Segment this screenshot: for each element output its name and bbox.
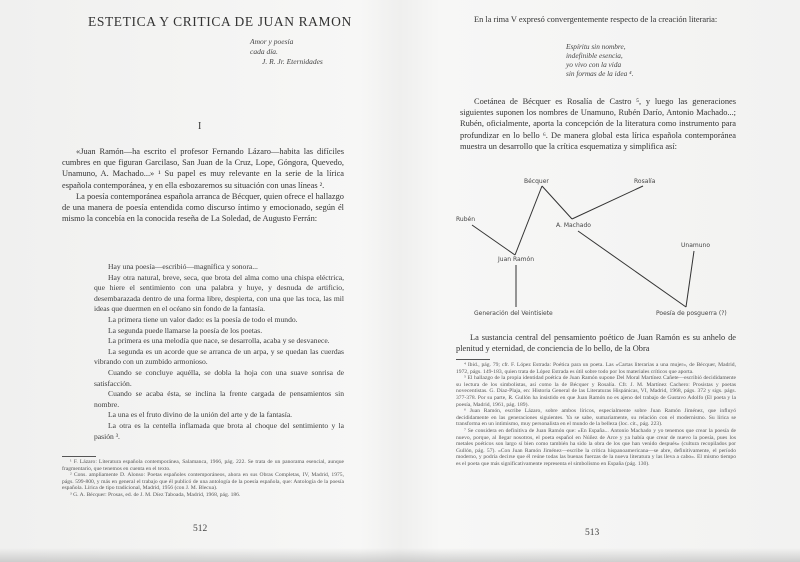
node-juan-ramon: Juan Ramón bbox=[498, 256, 534, 263]
node-posguerra: Poesía de posguerra (?) bbox=[656, 310, 727, 317]
quote-paragraph: La otra es la centella inflamada que brota al choque del sentimiento y la pasión ³. bbox=[94, 420, 344, 441]
paragraph: En la rima V expresó convergentemente respecto de la creación literaria: bbox=[474, 15, 718, 24]
verse-line: sin formas de la idea ⁴. bbox=[566, 69, 634, 78]
edge-ruben-juan_ramon bbox=[472, 225, 515, 255]
verse-line: yo vivo con la vida bbox=[566, 60, 622, 69]
verse-line: indefinible esencia, bbox=[566, 51, 623, 60]
paragraph: «Juan Ramón—ha escrito el profesor Fernando Lázaro—habita las difíciles cumbres en que figuran Garcilaso, San Juan de la Cruz, Lope, Góngora, Quevedo, Unamuno, A. Machado...» ¹ Su papel es muy relevante en la serie de la lírica española contemporánea, y en ella esbozaremos su situación con unas líneas ². bbox=[62, 147, 344, 190]
chapter-title: ESTETICA Y CRITICA DE JUAN RAMON bbox=[88, 14, 352, 29]
footnotes bbox=[456, 362, 736, 468]
footnote: ³ G. A. Bécquer: Prosas, ed. de J. M. Díez Taboada, Madrid, 1968, pág. 186. bbox=[70, 491, 241, 498]
quote-paragraph: La una es el fruto divino de la unión del arte y de la fantasía. bbox=[108, 410, 293, 420]
footnote: ⁷ Se considera en definitiva de Juan Ramón que: «En España... Antonio Machado y yo tenemos que crear la poesía de nuevo, porque, al llegar nosotros, el poeta español en Núñez de Arce y ya había que crear de nuevo la poesía, pues los metales poéticos son largo sí bien como también ha sido la obra de los que han venido después» (cultura recopilados por Gullón, pág. 57). «Con Juan Ramón Jiménez—escribe la crítica hispanoamericana—se abre, definitivamente, el período moderno, y podría decirse que él reúne todas las buenas fuerzas de la nueva literatura y las lleva a cabo». El mismo tiempo es el poeta que más significativamente representa el simbolismo en España (pág. 130). bbox=[456, 427, 736, 467]
footnote-rule bbox=[456, 359, 490, 360]
epigraph-line: Amor y poesía bbox=[250, 37, 294, 46]
epigraph bbox=[250, 37, 323, 67]
quote-paragraph: Cuando se concluye aquélla, se dobla la hoja con una suave sonrisa de satisfacción. bbox=[94, 367, 344, 388]
page-number: 513 bbox=[585, 528, 600, 538]
footnote: ⁶ Juan Ramón, escribe Lázaro, sobre ambos líricos, especialmente sobre Juan Ramón Jiménez, que influyó decididamente en las generaciones siguientes. Ya se sabe, sumariamente, su relación con el modernismo. Su lírica se transforma en un intimismo, muy personalista en el mundo de la belleza (loc. cit., pág. 223). bbox=[456, 408, 736, 428]
edge-machado-posguerra bbox=[578, 231, 686, 307]
paragraph: La sustancia central del pensamiento poético de Juan Ramón es su anhelo de plenitud y eternidad, de conciencia de lo bello, de la Obra bbox=[456, 333, 736, 354]
quote-paragraph: La primera tiene un valor dado: es la poesía de todo el mundo. bbox=[108, 314, 298, 324]
paragraph: La poesía contemporánea española arranca de Bécquer, quien ofrece el hallazgo de una manera de poesía entendida como discurso íntimo y emocionado, según él mismo la concebía en la conocida reseña de La Soledad, de Augusto Ferrán: bbox=[62, 191, 344, 224]
edge-unamuno-posguerra bbox=[686, 251, 694, 307]
node-ruben: Rubén bbox=[456, 216, 476, 223]
footnote-rule bbox=[62, 456, 96, 457]
right-page bbox=[400, 0, 800, 562]
edge-becquer-juan_ramon bbox=[515, 186, 542, 255]
block-quote bbox=[94, 262, 344, 442]
body-text bbox=[62, 146, 344, 224]
node-generacion-27: Generación del Veintisiete bbox=[474, 310, 553, 317]
footnotes bbox=[62, 459, 344, 499]
node-becquer: Bécquer bbox=[524, 178, 549, 185]
quote-paragraph: Hay una poesía—escribió—magnífica y sonora... bbox=[108, 262, 258, 271]
paragraph: Coetánea de Bécquer es Rosalía de Castro ⁵, y luego las generaciones siguientes suponen los nombres de Unamuno, Rubén Darío, Antonio Machado...; Rubén, oficialmente, aporta la concepción de la literatura como instrumento para profundizar en lo bello ⁶. De manera global esta lírica española contemporánea muestra un desarrollo que la crítica esquematiza y simplifica así: bbox=[460, 97, 736, 151]
quote-paragraph: La segunda puede llamarse la poesía de los poetas. bbox=[108, 325, 263, 335]
verse-line: Espíritu sin nombre, bbox=[566, 42, 626, 51]
section-numeral: I bbox=[198, 121, 202, 132]
footnote: ¹ F. Lázaro: Literatura española contemporánea, Salamanca, 1966, pág. 222. Se trata de un panorama esencial, aunque fragmentario, que tenemos en cuenta en el texto. bbox=[62, 459, 344, 472]
quote-paragraph: La segunda es un acorde que se arranca de un arpa, y se quedan las cuerdas vibrando con un zumbido armonioso. bbox=[94, 346, 344, 367]
quote-paragraph: Cuando se acaba ésta, se inclina la frente cargada de pensamientos sin nombre. bbox=[94, 389, 344, 409]
body-text bbox=[460, 96, 736, 152]
lineage-diagram bbox=[400, 175, 800, 325]
epigraph-line: cada día. bbox=[250, 47, 278, 56]
node-rosalia: Rosalía bbox=[634, 178, 656, 185]
quote-paragraph: Hay otra natural, breve, seca, que brota del alma como una chispa eléctrica, que hiere el sentimiento con una palabra y huye, y desnuda de artificio, desembarazada dentro de una forma libre, despierta, con una que las toca, las mil ideas que duermen en el océano sin fondo de la fantasía. bbox=[94, 272, 344, 314]
epigraph-signature: J. R. Jr. Eternidades bbox=[262, 57, 323, 66]
edge-becquer-machado bbox=[542, 186, 572, 219]
node-unamuno: Unamuno bbox=[681, 242, 710, 249]
diagram-edges bbox=[472, 186, 694, 307]
footnote: ² Cons. ampliamente D. Alonso: Poetas españoles contemporáneos, ahora en sus Obras Completas, IV, Madrid, 1975, págs. 599-800, y más en general el trabajo que él publicó de una antología de la poesía española, que: Antología de la poesía española. Lírica de tipo tradicional, Madrid, 1956 (con J. M. Blecua). bbox=[62, 472, 344, 492]
node-machado: A. Machado bbox=[556, 222, 591, 229]
page-shadow bbox=[0, 548, 800, 562]
footnote: ⁵ El hallazgo de la propia identidad poética de Juan Ramón supone Del Moral Martínez Cañete—escribió decididamente su lectura de los simbolistas, así como la de Bécquer y Rosalía. Cfr. J. M. Martínez Cachero: Prosistas y poetas novecentistas. G. Díaz-Plaja, en: Historia General de las Literaturas Hispánicas, VI, Madrid, 1968, págs. 372 y sigs. págs. 377-378. Por su parte, R. Gullón ha insistido en que Juan Ramón no es ajeno del trabajo de Gustavo Adolfo (El poeta y la poesía, Madrid, 1961, pág. 189). bbox=[456, 375, 736, 408]
intro-text bbox=[460, 14, 736, 25]
verse bbox=[566, 42, 633, 78]
footnote: ⁴ Ibid., pág. 79; cfr. F. López Estrada: Poética para un poeta. Las «Cartas literarias a una mujer», de Bécquer, Madrid, 1972, págs. 149-183, quien trata de López Estrada es útil sobre todo por los materiales críticos que aporta. bbox=[456, 362, 736, 375]
edge-rosalia-machado bbox=[572, 186, 643, 219]
quote-paragraph: La primera es una melodía que nace, se desarrolla, acaba y se desvanece. bbox=[108, 336, 330, 346]
body-text-2 bbox=[456, 332, 736, 354]
page-number: 512 bbox=[193, 524, 208, 534]
